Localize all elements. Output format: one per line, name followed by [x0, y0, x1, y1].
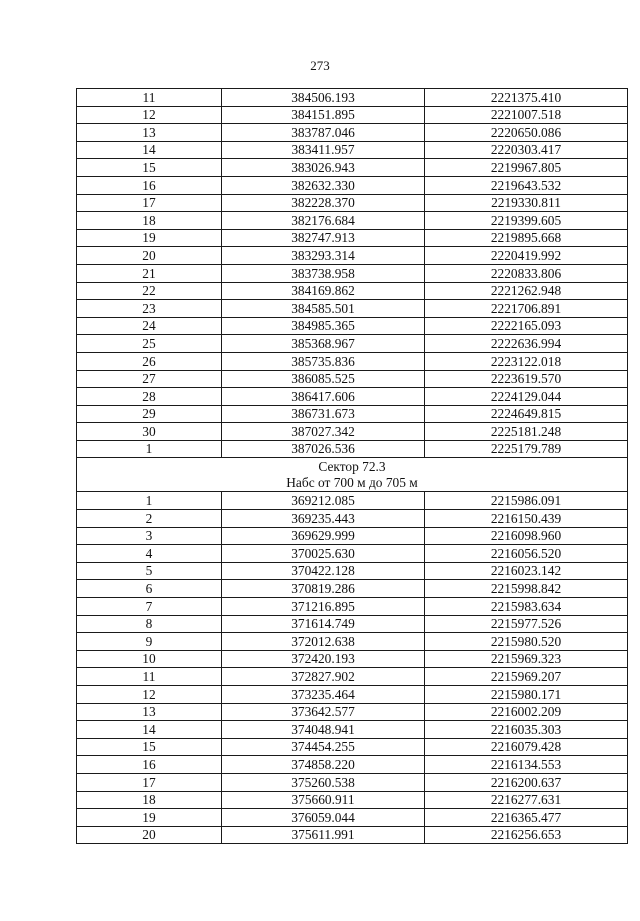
y-coordinate-cell: 2219967.805	[425, 159, 628, 177]
y-coordinate-cell: 2225181.248	[425, 423, 628, 441]
y-coordinate-cell: 2215980.171	[425, 686, 628, 704]
point-number-cell: 8	[77, 615, 222, 633]
y-coordinate-cell: 2215977.526	[425, 615, 628, 633]
sector-title: Сектор 72.3	[318, 458, 386, 474]
table-row	[77, 229, 628, 247]
x-coordinate-cell: 386085.525	[222, 370, 425, 388]
point-number-cell: 11	[77, 89, 222, 107]
point-number-cell: 27	[77, 370, 222, 388]
y-coordinate-cell: 2216098.960	[425, 527, 628, 545]
sector-header-row	[77, 458, 628, 492]
y-coordinate-cell: 2225179.789	[425, 440, 628, 458]
point-number-cell: 4	[77, 545, 222, 563]
x-coordinate-cell: 371614.749	[222, 615, 425, 633]
table-row	[77, 247, 628, 265]
x-coordinate-cell: 373235.464	[222, 686, 425, 704]
point-number-cell: 1	[77, 492, 222, 510]
x-coordinate-cell: 375611.991	[222, 826, 425, 844]
table-row	[77, 194, 628, 212]
y-coordinate-cell: 2221262.948	[425, 282, 628, 300]
y-coordinate-cell: 2220303.417	[425, 141, 628, 159]
point-number-cell: 29	[77, 405, 222, 423]
table-row	[77, 176, 628, 194]
point-number-cell: 3	[77, 527, 222, 545]
x-coordinate-cell: 372012.638	[222, 633, 425, 651]
table-row	[77, 159, 628, 177]
sector-header-body	[77, 458, 628, 492]
x-coordinate-cell: 384151.895	[222, 106, 425, 124]
x-coordinate-cell: 383411.957	[222, 141, 425, 159]
point-number-cell: 20	[77, 247, 222, 265]
x-coordinate-cell: 374858.220	[222, 756, 425, 774]
y-coordinate-cell: 2219895.668	[425, 229, 628, 247]
point-number-cell: 19	[77, 229, 222, 247]
x-coordinate-cell: 387026.536	[222, 440, 425, 458]
point-number-cell: 26	[77, 352, 222, 370]
table-row	[77, 141, 628, 159]
y-coordinate-cell: 2221007.518	[425, 106, 628, 124]
x-coordinate-cell: 370422.128	[222, 562, 425, 580]
point-number-cell: 20	[77, 826, 222, 844]
y-coordinate-cell: 2220419.992	[425, 247, 628, 265]
table-row	[77, 212, 628, 230]
point-number-cell: 23	[77, 300, 222, 318]
y-coordinate-cell: 2223619.570	[425, 370, 628, 388]
x-coordinate-cell: 385735.836	[222, 352, 425, 370]
point-number-cell: 9	[77, 633, 222, 651]
table-row	[77, 580, 628, 598]
table-row	[77, 738, 628, 756]
table-row	[77, 809, 628, 827]
y-coordinate-cell: 2216277.631	[425, 791, 628, 809]
table-row	[77, 668, 628, 686]
point-number-cell: 18	[77, 791, 222, 809]
x-coordinate-cell: 383787.046	[222, 124, 425, 142]
point-number-cell: 15	[77, 159, 222, 177]
y-coordinate-cell: 2224129.044	[425, 388, 628, 406]
table-row	[77, 562, 628, 580]
table-row	[77, 545, 628, 563]
x-coordinate-cell: 387027.342	[222, 423, 425, 441]
y-coordinate-cell: 2220833.806	[425, 264, 628, 282]
y-coordinate-cell: 2220650.086	[425, 124, 628, 142]
y-coordinate-cell: 2215980.520	[425, 633, 628, 651]
y-coordinate-cell: 2216150.439	[425, 510, 628, 528]
table-row	[77, 826, 628, 844]
y-coordinate-cell: 2215969.323	[425, 650, 628, 668]
point-number-cell: 14	[77, 721, 222, 739]
x-coordinate-cell: 386731.673	[222, 405, 425, 423]
sector-subtitle: Набс от 700 м до 705 м	[286, 474, 418, 490]
point-number-cell: 12	[77, 106, 222, 124]
point-number-cell: 16	[77, 176, 222, 194]
table-row	[77, 370, 628, 388]
point-number-cell: 17	[77, 773, 222, 791]
y-coordinate-cell: 2215983.634	[425, 598, 628, 616]
table-row	[77, 317, 628, 335]
y-coordinate-cell: 2215998.842	[425, 580, 628, 598]
y-coordinate-cell: 2216079.428	[425, 738, 628, 756]
table-row	[77, 756, 628, 774]
y-coordinate-cell: 2222165.093	[425, 317, 628, 335]
table-row	[77, 633, 628, 651]
x-coordinate-cell: 374048.941	[222, 721, 425, 739]
table-row	[77, 615, 628, 633]
table-row	[77, 703, 628, 721]
table-row	[77, 650, 628, 668]
point-number-cell: 6	[77, 580, 222, 598]
table-row	[77, 423, 628, 441]
table-body-bottom	[77, 492, 628, 844]
table-row	[77, 510, 628, 528]
point-number-cell: 12	[77, 686, 222, 704]
x-coordinate-cell: 370025.630	[222, 545, 425, 563]
page-number: 273	[310, 58, 330, 73]
point-number-cell: 13	[77, 703, 222, 721]
x-coordinate-cell: 382176.684	[222, 212, 425, 230]
y-coordinate-cell: 2221706.891	[425, 300, 628, 318]
point-number-cell: 17	[77, 194, 222, 212]
table-row	[77, 686, 628, 704]
y-coordinate-cell: 2216134.553	[425, 756, 628, 774]
table-row	[77, 300, 628, 318]
table-row	[77, 352, 628, 370]
y-coordinate-cell: 2216023.142	[425, 562, 628, 580]
y-coordinate-cell: 2216056.520	[425, 545, 628, 563]
table-row	[77, 264, 628, 282]
x-coordinate-cell: 382747.913	[222, 229, 425, 247]
point-number-cell: 28	[77, 388, 222, 406]
y-coordinate-cell: 2216035.303	[425, 721, 628, 739]
x-coordinate-cell: 376059.044	[222, 809, 425, 827]
point-number-cell: 25	[77, 335, 222, 353]
point-number-cell: 18	[77, 212, 222, 230]
x-coordinate-cell: 369629.999	[222, 527, 425, 545]
table-row	[77, 721, 628, 739]
y-coordinate-cell: 2216365.477	[425, 809, 628, 827]
y-coordinate-cell: 2224649.815	[425, 405, 628, 423]
table-row	[77, 527, 628, 545]
x-coordinate-cell: 384585.501	[222, 300, 425, 318]
point-number-cell: 15	[77, 738, 222, 756]
point-number-cell: 30	[77, 423, 222, 441]
x-coordinate-cell: 382228.370	[222, 194, 425, 212]
x-coordinate-cell: 384169.862	[222, 282, 425, 300]
point-number-cell: 11	[77, 668, 222, 686]
x-coordinate-cell: 385368.967	[222, 335, 425, 353]
x-coordinate-cell: 371216.895	[222, 598, 425, 616]
y-coordinate-cell: 2216200.637	[425, 773, 628, 791]
y-coordinate-cell: 2216002.209	[425, 703, 628, 721]
y-coordinate-cell: 2219330.811	[425, 194, 628, 212]
y-coordinate-cell: 2215969.207	[425, 668, 628, 686]
x-coordinate-cell: 382632.330	[222, 176, 425, 194]
y-coordinate-cell: 2222636.994	[425, 335, 628, 353]
table-row	[77, 791, 628, 809]
point-number-cell: 16	[77, 756, 222, 774]
table-row	[77, 282, 628, 300]
table-row	[77, 335, 628, 353]
point-number-cell: 21	[77, 264, 222, 282]
point-number-cell: 2	[77, 510, 222, 528]
coordinates-table	[76, 88, 628, 844]
y-coordinate-cell: 2219643.532	[425, 176, 628, 194]
table-row	[77, 405, 628, 423]
point-number-cell: 1	[77, 440, 222, 458]
x-coordinate-cell: 383026.943	[222, 159, 425, 177]
point-number-cell: 24	[77, 317, 222, 335]
table-row	[77, 598, 628, 616]
x-coordinate-cell: 375660.911	[222, 791, 425, 809]
y-coordinate-cell: 2223122.018	[425, 352, 628, 370]
y-coordinate-cell: 2216256.653	[425, 826, 628, 844]
y-coordinate-cell: 2221375.410	[425, 89, 628, 107]
point-number-cell: 14	[77, 141, 222, 159]
point-number-cell: 22	[77, 282, 222, 300]
x-coordinate-cell: 383293.314	[222, 247, 425, 265]
table-row	[77, 492, 628, 510]
x-coordinate-cell: 373642.577	[222, 703, 425, 721]
x-coordinate-cell: 370819.286	[222, 580, 425, 598]
point-number-cell: 10	[77, 650, 222, 668]
point-number-cell: 19	[77, 809, 222, 827]
x-coordinate-cell: 384985.365	[222, 317, 425, 335]
point-number-cell: 5	[77, 562, 222, 580]
x-coordinate-cell: 372420.193	[222, 650, 425, 668]
x-coordinate-cell: 369235.443	[222, 510, 425, 528]
x-coordinate-cell: 375260.538	[222, 773, 425, 791]
table-row	[77, 124, 628, 142]
x-coordinate-cell: 374454.255	[222, 738, 425, 756]
table-row	[77, 106, 628, 124]
x-coordinate-cell: 386417.606	[222, 388, 425, 406]
x-coordinate-cell: 384506.193	[222, 89, 425, 107]
x-coordinate-cell: 372827.902	[222, 668, 425, 686]
table-row	[77, 440, 628, 458]
y-coordinate-cell: 2219399.605	[425, 212, 628, 230]
x-coordinate-cell: 383738.958	[222, 264, 425, 282]
table-row	[77, 773, 628, 791]
y-coordinate-cell: 2215986.091	[425, 492, 628, 510]
point-number-cell: 13	[77, 124, 222, 142]
table-row	[77, 388, 628, 406]
table-body-top	[77, 89, 628, 458]
x-coordinate-cell: 369212.085	[222, 492, 425, 510]
sector-header-cell	[77, 458, 628, 492]
point-number-cell: 7	[77, 598, 222, 616]
table-row	[77, 89, 628, 107]
